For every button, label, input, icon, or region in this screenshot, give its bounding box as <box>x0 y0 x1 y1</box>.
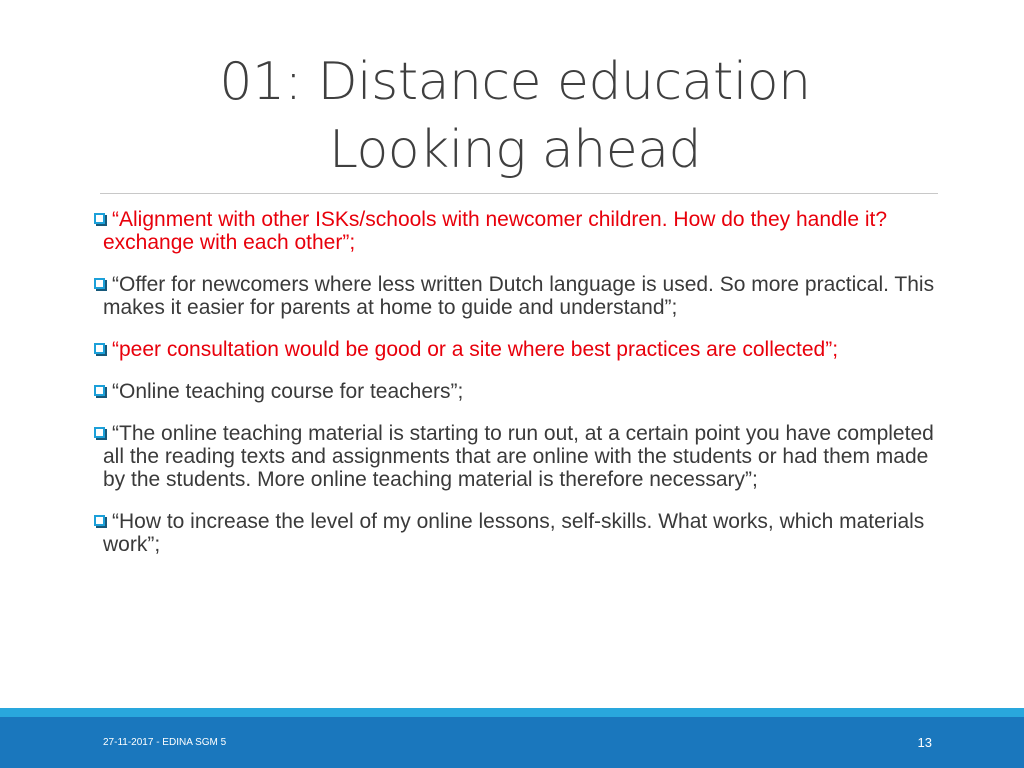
title-divider <box>100 193 938 194</box>
bullet-item <box>94 338 944 361</box>
slide-title-line-2: Looking ahead <box>328 120 702 180</box>
checkbox-square-icon <box>94 385 105 396</box>
bullet-text: “peer consultation would be good or a site where best practices are collected”; <box>112 338 839 361</box>
checkbox-square-icon <box>94 427 105 438</box>
bullet-text: “Online teaching course for teachers”; <box>112 380 464 403</box>
bullet-item <box>94 510 944 556</box>
bullet-item <box>94 380 944 403</box>
bullet-text: “Alignment with other ISKs/schools with newcomer children. How do they handle it? exchange with each other”; <box>103 208 888 254</box>
footer-stripe <box>0 708 1024 717</box>
slide-title-line-1: 01: Distance education <box>219 52 811 112</box>
bullet-item <box>94 422 944 491</box>
bullet-list <box>94 208 944 575</box>
checkbox-square-icon <box>94 343 105 354</box>
bullet-text: “How to increase the level of my online lessons, self-skills. What works, which materials work”; <box>103 510 925 556</box>
footer-date-label: 27-11-2017 - EDINA SGM 5 <box>103 737 227 748</box>
checkbox-square-icon <box>94 515 105 526</box>
bullet-item <box>94 273 944 319</box>
page-number: 13 <box>917 735 932 750</box>
bullet-text: “Offer for newcomers where less written Dutch language is used. So more practical. This makes it easier for parents at home to guide and understand”; <box>103 273 935 319</box>
checkbox-square-icon <box>94 213 105 224</box>
checkbox-square-icon <box>94 278 105 289</box>
slide-title <box>100 48 930 184</box>
bullet-item <box>94 208 944 254</box>
bullet-text: “The online teaching material is starting to run out, at a certain point you have completed all the reading texts and assignments that are online with the students or had them made by the students. More online teaching material is therefore necessary”; <box>103 422 934 491</box>
